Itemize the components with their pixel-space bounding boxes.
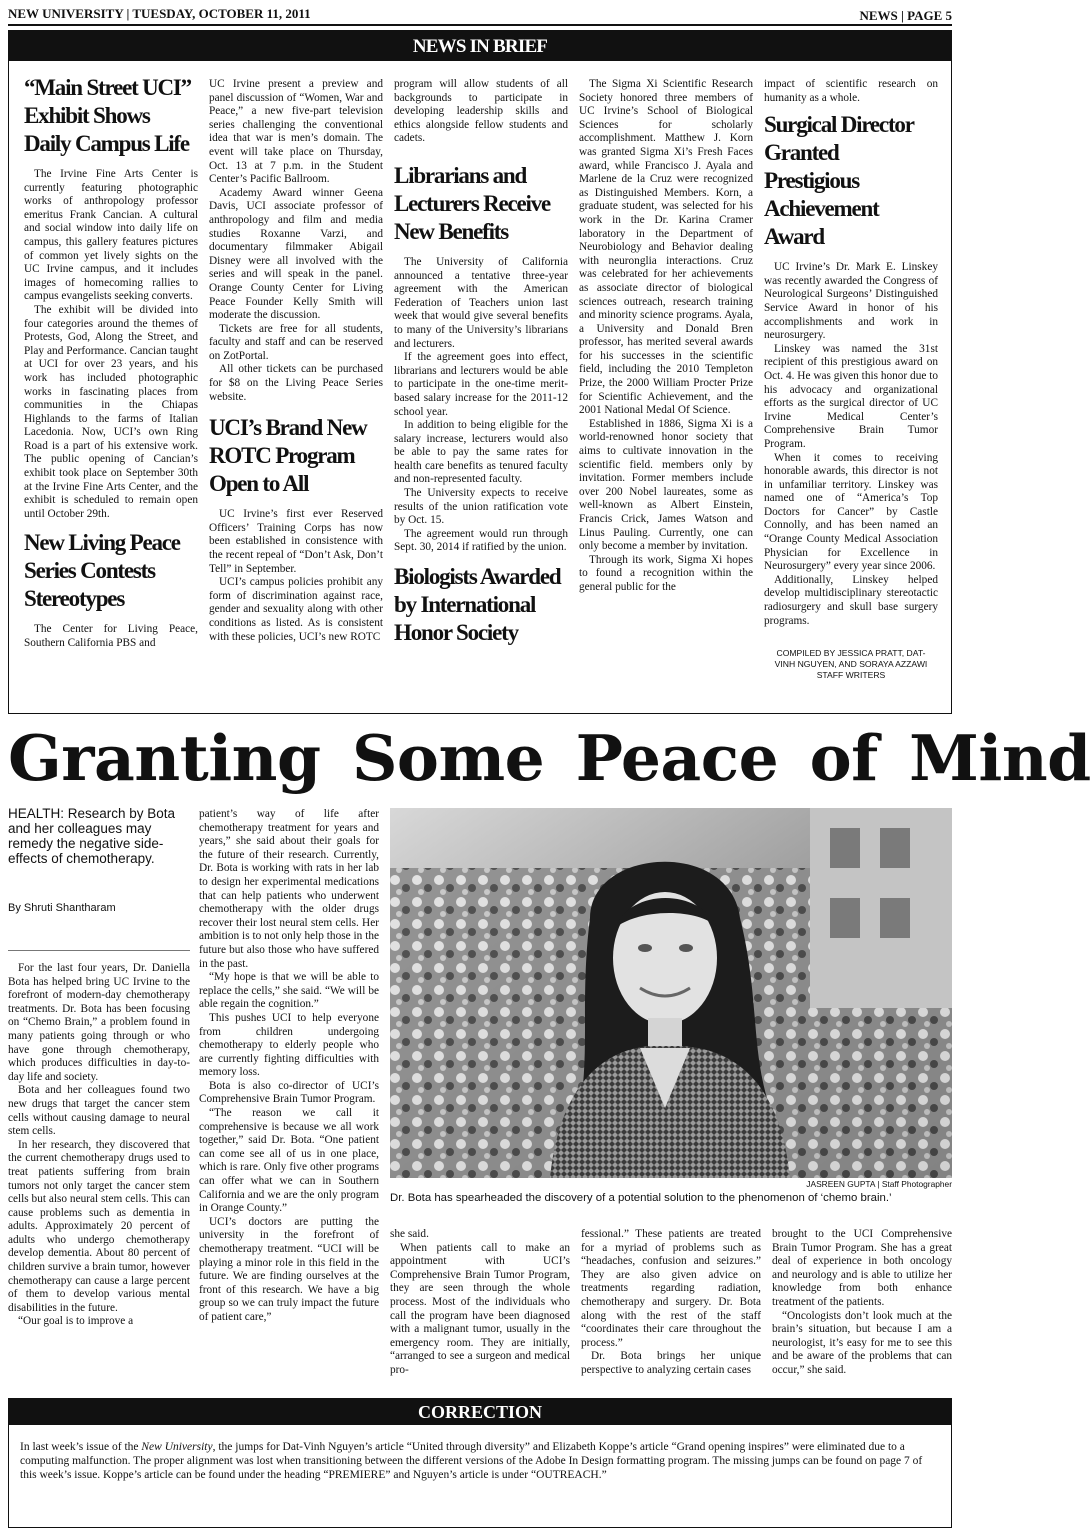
paragraph: The exhibit will be divided into four categories around the themes of Protests, God, Along the Street, and Play and Performance. Cancian taught at UCI for over 23 years, and his work has included photographic works in fascinating places from communities in the Chiapas Highlands to the farms of Italian Lacedonia. Now, UCI’s own Ring Road is a part of his extensive work. The public opening of Cancian’s exhibit took place on September 30th at the Irvine Fine Arts Center, and the exhibit is scheduled to remain open until October 29th. <box>24 303 198 520</box>
feature-column-1 <box>8 962 190 1382</box>
paragraph: The Irvine Fine Arts Center is currently featuring photographic works of anthropology professor emeritus Frank Cancian. A cultural and social window into daily life on campus, this gallery features pictures of common yet lively sights on the UC Irvine campus, and it includes images of homecoming rallies to campus evangelists seeking converts. <box>24 168 198 303</box>
paragraph: “My hope is that we will be able to replace the cells,” she said. “We will be able regain the cognition.” <box>199 971 379 1011</box>
feature-column-2 <box>199 808 379 1383</box>
paragraph: If the agreement goes into effect, librarians and lecturers would be able to participate in the one-time merit-based salary increase for the 2011-12 school year. <box>394 351 568 418</box>
running-header <box>8 4 952 26</box>
paragraph: patient’s way of life after chemotherapy treatment for years and years,” she said about their goals for the future of their research. Currently, Dr. Bota is working with rats in her lab to design her experimental medications that can help patients who underwent chemotherapy with the older drugs recover their lost neural stem cells. Her ambition is to not only help those in the future but also those who have suffered in the past. <box>199 808 379 970</box>
paragraph: Through its work, Sigma Xi hopes to found a recognition within the general public for the <box>579 553 753 593</box>
paragraph: program will allow students of all backgrounds to participate in developing leadership skills and ethics alongside fellow students and cadets. <box>394 78 568 145</box>
brief-credit: COMPILED BY JESSICA PRATT, DAT-VINH NGUYEN, AND SORAYA AZZAWI STAFF WRITERS <box>774 648 928 681</box>
paragraph: Established in 1886, Sigma Xi is a world-renowned honor society that aims to cultivate innovation in the scientific field. members only by invitation. Former members include over 200 Nobel laureates, some as well-known as Albert Einstein, Francis Crick, James Watson and Linus Pauling. Currently, one can only become a member by invitation. <box>579 417 753 553</box>
paragraph: Linskey was named the 31st recipient of this prestigious award on Oct. 4. He was given this honor due to his advocacy and organizational efforts as the surgical director of UC Irvine Medical Center’s Comprehensive Brain Tumor Program. <box>764 342 938 450</box>
feature-column-3 <box>390 1228 570 1384</box>
paragraph: UC Irvine present a preview and panel discussion of “Women, War and Peace,” a new five-part television series challenging the conventional idea that war is men’s domain. The event will take place on Thursday, Oct. 13 at 7 p.m. in the Student Center’s Pacific Ballroom. <box>209 78 383 186</box>
brief-column-3 <box>394 78 568 702</box>
news-in-brief-banner <box>8 30 952 61</box>
portrait-illustration <box>390 808 952 1178</box>
paragraph: UC Irvine’s Dr. Mark E. Linskey was recently awarded the Congress of Neurological Surgeons’ Distinguished Service Award in honor of his accomplishments and work in neurosurgery. <box>764 261 938 342</box>
paragraph: The University of California announced a tentative three-year agreement with the American Federation of Teachers union last week that would give several benefits to many of the University’s librarians and lecturers. <box>394 255 568 350</box>
feature-photo <box>390 808 952 1178</box>
correction-text-part: , the jumps for Dat-Vinh Nguyen’s article “United through diversity” and Elizabeth Koppe’s article “Grand opening inspires” were eliminated due to a computing malfunction. The proper alignment was lost when transitioning between the different versions of the Adobe In Design formatting program. The missing jumps can be found on page 7 of this week’s issue. Koppe’s article can be found under the heading “PREMIERE” and Nguyen’s article is under “OUTREACH.” <box>20 1441 923 1481</box>
paragraph: The University expects to receive results of the union ratification vote by Oct. 15. <box>394 487 568 527</box>
feature-byline: By Shruti Shantharam <box>8 902 116 914</box>
paragraph: “Oncologists don’t look much at the brain’s situation, but because I am a neurologist, it’s easy for me to see this and be aware of the problems that can occur,” she said. <box>772 1309 952 1376</box>
brief-column-1 <box>24 72 198 702</box>
paragraph: impact of scientific research on humanity as a whole. <box>764 78 938 104</box>
feature-column-5 <box>772 1228 952 1384</box>
paragraph: Academy Award winner Geena Davis, UCI associate professor of anthropology and film and media studies Roxanne Varzi, and documentary filmmaker Abigail Disney were all involved with the series and will speak in the panel. Orange County Center for Living Peace Founder Kelly Smith will moderate the discussion. <box>209 186 383 322</box>
paragraph: “The reason we call it comprehensive is because we all work together,” said Dr. Bota. “One patient can come see all of us in one place, which is rare. Only five other programs can offer what we can in Southern California and we are the only program in Orange County.” <box>199 1107 379 1215</box>
correction-text-part: In last week’s issue of the <box>20 1441 142 1453</box>
paragraph: All other tickets can be purchased for $8 on the Living Peace Series website. <box>209 363 383 403</box>
paragraph: UCI’s campus policies prohibit any form of discrimination against race, gender and sexuality along with other conditions as listed. As is consistent with these policies, UCI’s new ROTC <box>209 576 383 643</box>
brief-column-5 <box>764 78 938 708</box>
headline-main-street: “Main Street UCI” Exhibit Shows Daily Campus Life <box>24 75 191 156</box>
paragraph: This pushes UCI to help everyone from children undergoing chemotherapy to elderly people who are currently fighting difficulties with memory loss. <box>199 1011 379 1079</box>
paragraph: Dr. Bota brings her unique perspective to analyzing certain cases <box>581 1350 761 1376</box>
photo-caption: Dr. Bota has spearheaded the discovery of a potential solution to the phenomenon of ‘chemo brain.’ <box>390 1192 892 1204</box>
feature-headline: Granting Some Peace of Mind <box>8 721 1091 795</box>
paragraph: Bota and her colleagues found two new drugs that target the cancer stem cells without causing damage to neural stem cells. <box>8 1084 190 1138</box>
brief-column-2 <box>209 78 383 702</box>
paragraph: UC Irvine’s first ever Reserved Officers’ Training Corps has now been established in consistence with the recent repeal of “Don’t Ask, Don’t Tell” in September. <box>209 508 383 575</box>
headline-biologists: Biologists Awarded by International Honor Society <box>394 564 561 646</box>
paragraph: she said. <box>390 1228 429 1240</box>
correction-banner <box>8 1398 952 1425</box>
paragraph: Additionally, Linskey helped develop multidisciplinary stereotactic radiosurgery and skull base surgery programs. <box>764 573 938 627</box>
paragraph: In her research, they discovered that the current chemotherapy drugs used to treat patients suffering from brain tumors not only target the cancer stem cells but also neural stem cells. This can cause problems such as dementia in adults. Approximately 20 percent of adults who undergo chemotherapy develop dementia. About 80 percent of children survive a brain tumor, however chemotherapy can cause a large percent of them to develop various mental disabilities in the future. <box>8 1138 190 1314</box>
headline-librarians: Librarians and Lecturers Receive New Benefits <box>394 162 551 244</box>
paragraph: Bota is also co-director of UCI’s Comprehensive Brain Tumor Program. <box>199 1079 379 1106</box>
correction-title: CORRECTION <box>417 1402 542 1422</box>
header-left: NEW UNIVERSITY | TUESDAY, OCTOBER 11, 2011 <box>8 6 311 21</box>
headline-rotc: UCI’s Brand New ROTC Program Open to All <box>209 415 367 497</box>
paragraph: “Our goal is to improve a <box>18 1315 134 1328</box>
brief-column-4 <box>579 78 753 702</box>
paragraph: fessional.” These patients are treated for a myriad of problems such as “headaches, confusion and seizures.” They are also given advice on treatments regarding radiation, chemotherapy and surgery. Dr. Bota along with the rest of the staff “coordinates their care throughout the process.” <box>581 1228 761 1349</box>
paragraph: When it comes to receiving honorable awards, this director is not in unfamiliar territory. Linskey was named one of “America’s Top Doctors for Cancer” by Castle Connolly, and has been named an “Orange County Medical Association Physician for Excellence in Neurosurgery” every year since 2006. <box>764 451 938 573</box>
header-right: NEWS | PAGE 5 <box>859 8 952 23</box>
paragraph: When patients call to make an appointment with UCI’s Comprehensive Brain Tumor Program, they are seen through the whole process. Most of the individuals who call the program have been diagnosed with a malignant tumor, usually in the emergency room. They are initially, “arranged to see a surgeon and medical pro- <box>390 1241 570 1376</box>
paragraph: For the last four years, Dr. Daniella Bota has helped bring UC Irvine to the forefront of modern-day chemotherapy treatments. Dr. Bota has been focusing on “Chemo Brain,” a problem found in many patients going through or who have gone through chemotherapy, which produces difficulties in day-to-day life and society. <box>8 962 190 1083</box>
paragraph: brought to the UCI Comprehensive Brain Tumor Program. She has a great deal of experience in both oncology and neurology and is able to utilize her knowledge from both enhance treatment of the patients. <box>772 1228 952 1308</box>
photo-credit: JASREEN GUPTA | Staff Photographer <box>806 1179 952 1189</box>
correction-text <box>20 1440 940 1482</box>
paragraph: In addition to being eligible for the salary increase, lecturers would also be able to pay the same rates for health care benefits as tenured faculty and non-represented faculty. <box>394 419 568 486</box>
header-rule <box>8 24 952 26</box>
paragraph: The Sigma Xi Scientific Research Society honored three members of UC Irvine’s School of Biological Sciences for scholarly accomplishment. Matthew J. Korn was granted Sigma Xi’s Fresh Faces award, while Francisco J. Ayala and Marlene de la Cruz were recognized as Distinguished Members. Korn, a graduate student, was selected for his work in the Dr. Karina Cramer laboratory in the Department of Neurobiology and Behavior dealing with neuronglia interactions. Cruz was celebrated for her achievements as associate director of biological sciences outreach, research training and minority science programs. Ayala, a University and Donald Bren professor, has merited several awards for his successes in the scientific field, including the 2010 Templeton Prize, the 2000 William Procter Prize for Scientific Achievement, and the 2001 National Medal Of Science. <box>579 78 753 417</box>
paragraph: The Center for Living Peace, Southern California PBS and <box>24 623 198 650</box>
paragraph: Tickets are free for all students, faculty and staff and can be reserved on ZotPortal. <box>209 322 383 362</box>
byline-rule <box>8 950 190 951</box>
headline-living-peace: New Living Peace Series Contests Stereotypes <box>24 530 180 612</box>
feature-column-4 <box>581 1228 761 1384</box>
correction-italic: New University <box>141 1441 213 1453</box>
section-title: NEWS IN BRIEF <box>412 36 548 57</box>
headline-surgical-director: Surgical Director Granted Prestigious Achievement Award <box>764 112 914 250</box>
paragraph: UCI’s doctors are putting the university in the forefront of chemotherapy treatment. “UCI will be playing a minor role in this field in the future. We are finding ourselves at the front of this research. We have a big group so we can truly impact the future of patient care,” <box>199 1215 379 1323</box>
feature-deck: HEALTH: Research by Bota and her colleagues may remedy the negative side-effects of chemotherapy. <box>8 806 176 866</box>
paragraph: The agreement would run through Sept. 30, 2014 if ratified by the union. <box>394 527 568 554</box>
